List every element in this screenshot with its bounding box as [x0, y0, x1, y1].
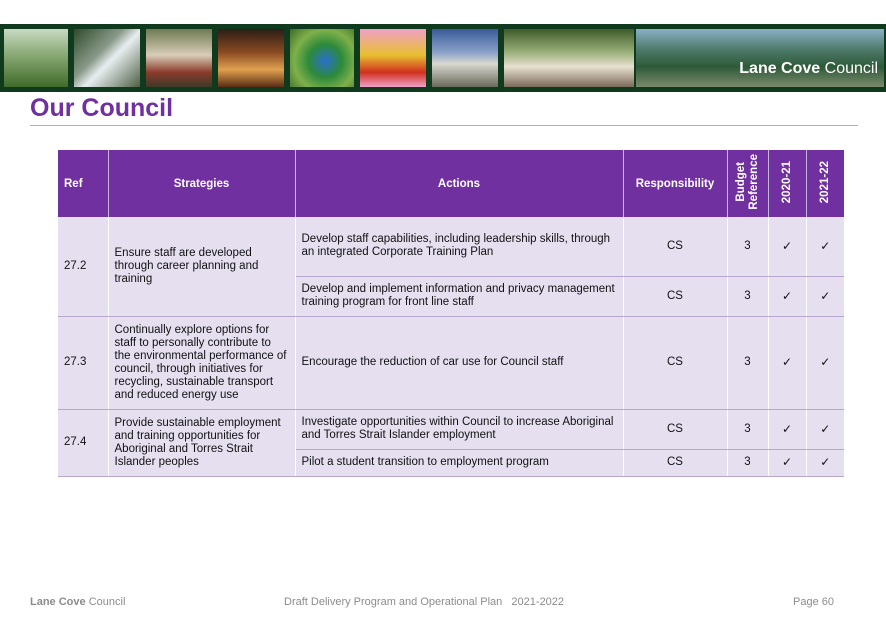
responsibility-cell: CS	[623, 276, 727, 316]
rainbow-lorikeet-photo	[290, 29, 354, 87]
budget-cell: 3	[727, 449, 768, 476]
strategy-cell: Provide sustainable employment and training opportunities for Aboriginal and Torres Strait Islander peoples	[108, 409, 295, 476]
responsibility-cell: CS	[623, 409, 727, 449]
budget-cell: 3	[727, 316, 768, 409]
header-year-2021-22	[806, 150, 844, 217]
tick-2021-22: ✓	[806, 276, 844, 316]
heritage-building-photo	[432, 29, 498, 87]
action-cell: Investigate opportunities within Council to increase Aboriginal and Torres Strait Islander employment	[295, 409, 623, 449]
tick-2020-21: ✓	[768, 316, 806, 409]
harbour-tree-photo	[636, 29, 884, 87]
budget-cell: 3	[727, 217, 768, 276]
table-row	[58, 316, 844, 409]
responsibility-cell: CS	[623, 217, 727, 276]
action-cell: Encourage the reduction of car use for Council staff	[295, 316, 623, 409]
plan-table	[58, 150, 844, 477]
header-budget-reference	[727, 150, 768, 217]
brand-logo-text	[739, 60, 878, 78]
table-header-row	[58, 150, 844, 217]
night-market-photo	[218, 29, 284, 87]
tick-2020-21: ✓	[768, 217, 806, 276]
responsibility-cell: CS	[623, 449, 727, 476]
page-title: Our Council	[30, 94, 174, 122]
ref-cell: 27.3	[58, 316, 108, 409]
header-actions: Actions	[295, 150, 623, 217]
header-year1-label: 2020-21	[780, 160, 793, 204]
tick-2021-22: ✓	[806, 449, 844, 476]
performer-photo	[360, 29, 426, 87]
action-cell: Develop staff capabilities, including leadership skills, through an integrated Corporate Training Plan	[295, 217, 623, 276]
tick-2020-21: ✓	[768, 449, 806, 476]
tick-2021-22: ✓	[806, 217, 844, 276]
tick-2020-21: ✓	[768, 409, 806, 449]
golf-course-photo	[4, 29, 68, 87]
footer-org-light: Council	[88, 596, 126, 608]
title-divider	[30, 125, 858, 126]
brand-name: Lane Cove	[739, 60, 821, 77]
brand-suffix: Council	[824, 60, 878, 77]
tick-2020-21: ✓	[768, 276, 806, 316]
header-year2-label: 2021-22	[818, 160, 831, 204]
header-ref: Ref	[58, 150, 108, 217]
ref-cell: 27.4	[58, 409, 108, 476]
header-budget-line2: Reference	[747, 154, 760, 210]
header-responsibility: Responsibility	[623, 150, 727, 217]
header-budget-line1: Budget	[734, 162, 747, 202]
strategy-cell: Continually explore options for staff to personally contribute to the environmental performance of council, through initiatives for recycling, sustainable transport and reduced energy use	[108, 316, 295, 409]
footer-organisation	[30, 596, 125, 608]
park-crowd-photo	[504, 29, 634, 87]
waterfall-photo	[74, 29, 140, 87]
ref-cell: 27.2	[58, 217, 108, 316]
tick-2021-22: ✓	[806, 409, 844, 449]
budget-cell: 3	[727, 276, 768, 316]
strategy-cell: Ensure staff are developed through career planning and training	[108, 217, 295, 316]
footer-document-title: Draft Delivery Program and Operational Plan 2021-2022	[284, 596, 565, 608]
footer-org-bold: Lane Cove	[30, 596, 86, 608]
table-row	[58, 409, 844, 449]
header-banner	[0, 24, 886, 92]
tick-2021-22: ✓	[806, 316, 844, 409]
dancers-photo	[146, 29, 212, 87]
header-strategies: Strategies	[108, 150, 295, 217]
budget-cell: 3	[727, 409, 768, 449]
action-cell: Pilot a student transition to employment program	[295, 449, 623, 476]
action-cell: Develop and implement information and privacy management training program for front line staff	[295, 276, 623, 316]
responsibility-cell: CS	[623, 316, 727, 409]
header-year-2020-21	[768, 150, 806, 217]
footer-page-number: Page 60	[793, 596, 834, 608]
table-row	[58, 217, 844, 276]
